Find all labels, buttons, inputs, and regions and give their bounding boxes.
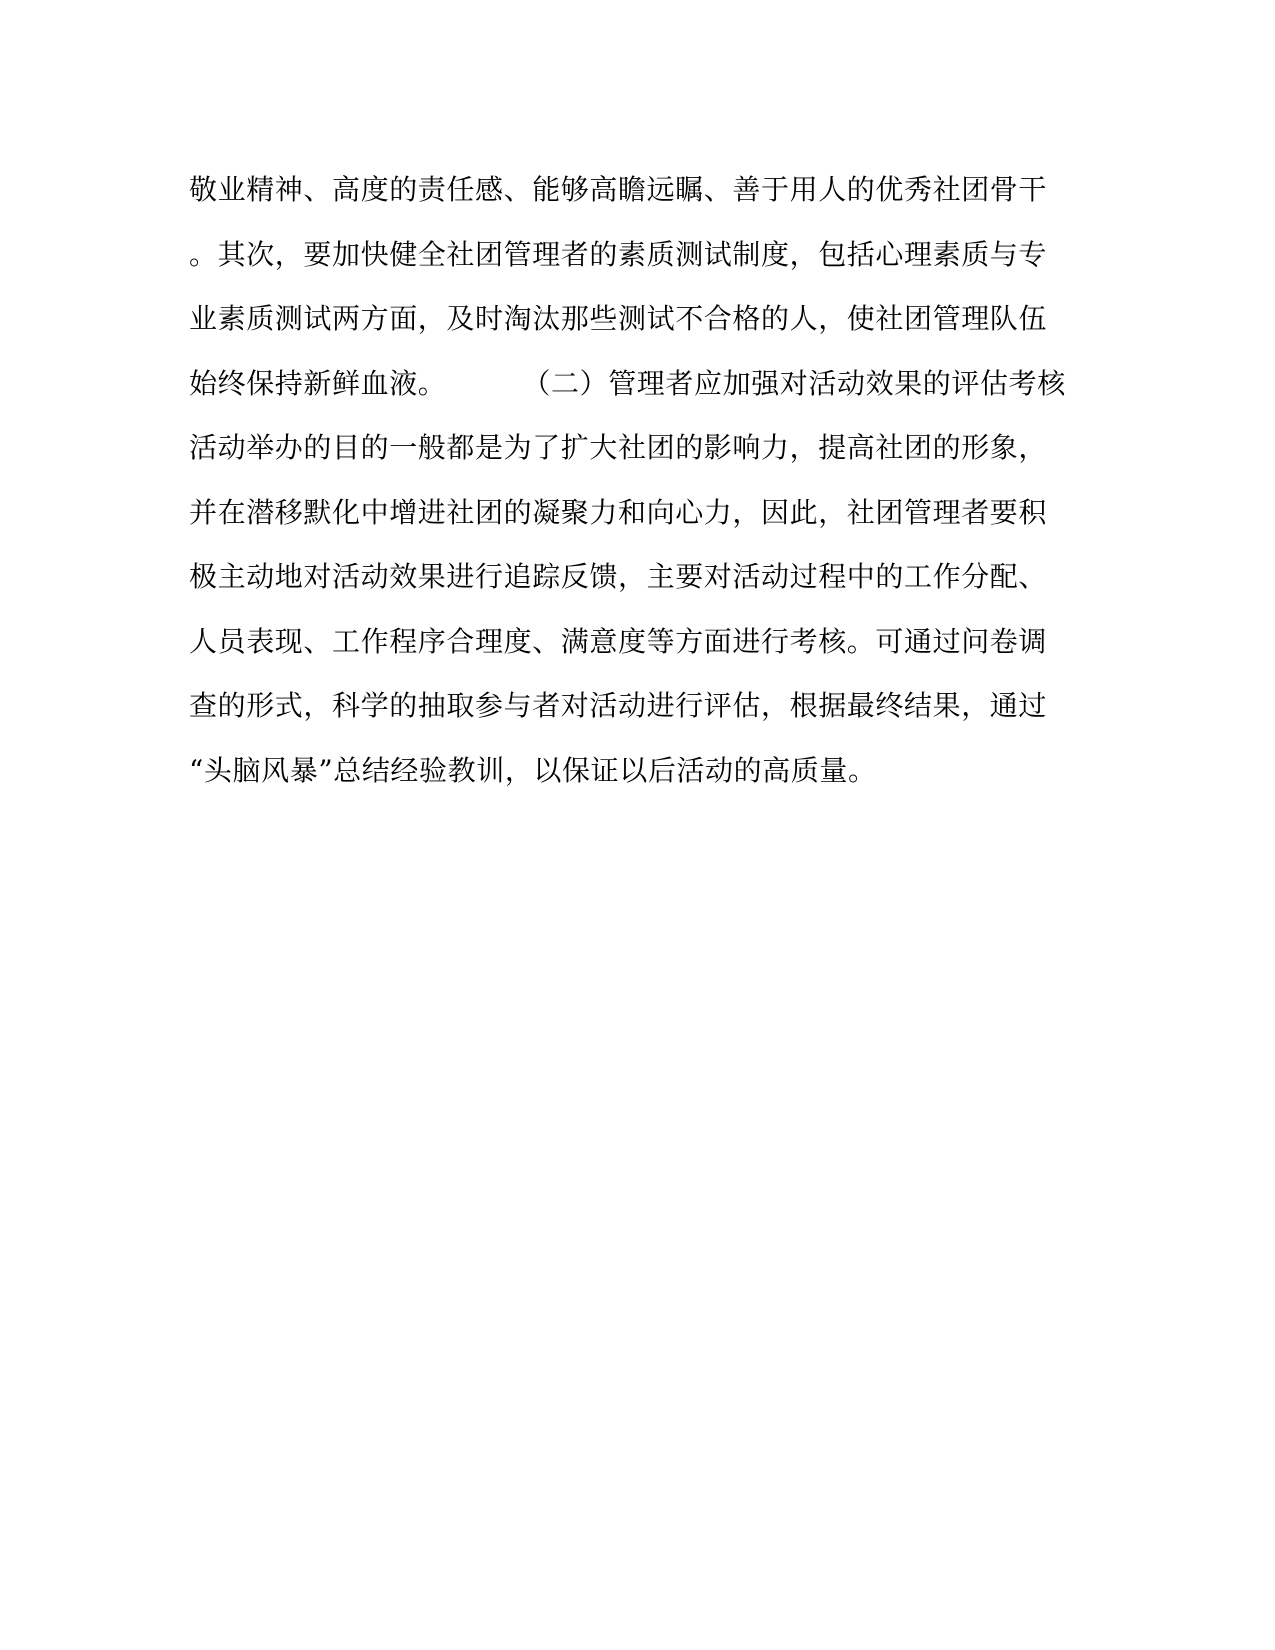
text-line: 业素质测试两方面，及时淘汰那些测试不合格的人，使社团管理队伍 — [189, 302, 1048, 335]
text-line: 始终保持新鲜血液。 （二）管理者应加强对活动效果的评估考核 — [189, 366, 1066, 400]
text-line: 并在潜移默化中增进社团的凝聚力和向心力，因此，社团管理者要积 — [189, 495, 1048, 529]
text-line: 人员表现、工作程序合理度、满意度等方面进行考核。可通过问卷调 — [189, 624, 1048, 658]
body-text — [189, 158, 1069, 803]
text-line: “头脑风暴”总结经验教训，以保证以后活动的高质量。 — [189, 753, 877, 787]
text-line: 查的形式，科学的抽取参与者对活动进行评估，根据最终结果，通过 — [189, 689, 1048, 722]
text-line: 敬业精神、高度的责任感、能够高瞻远瞩、善于用人的优秀社团骨干 — [189, 173, 1048, 206]
text-line: 。其次，要加快健全社团管理者的素质测试制度，包括心理素质与专 — [189, 237, 1048, 271]
text-line: 极主动地对活动效果进行追踪反馈，主要对活动过程中的工作分配、 — [189, 560, 1048, 593]
text-line: 活动举办的目的一般都是为了扩大社团的影响力，提高社团的形象， — [189, 431, 1048, 464]
